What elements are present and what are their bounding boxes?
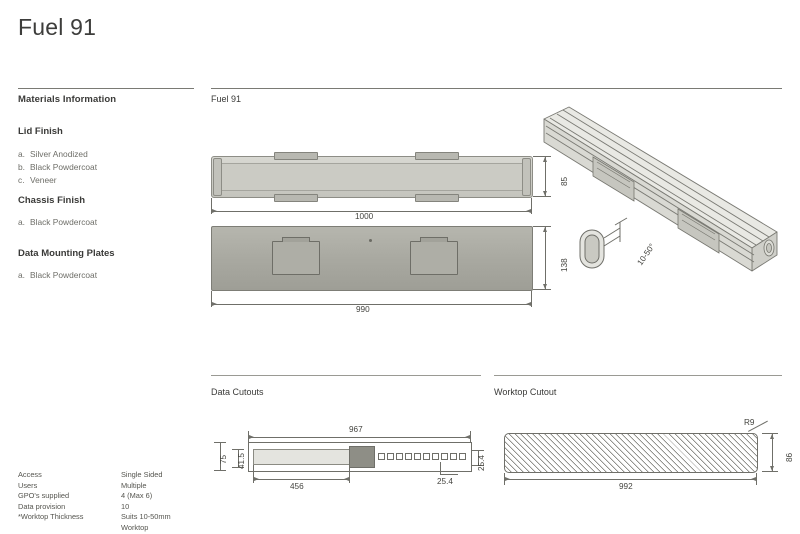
list-label: Black Powdercoat (30, 270, 98, 280)
dim-chassis-height: 138 (560, 258, 569, 272)
list-label: Silver Anodized (30, 149, 88, 159)
cutout-square (441, 453, 448, 460)
list-letter: a. (18, 149, 25, 159)
table-row (18, 502, 179, 513)
isometric-view (530, 105, 790, 275)
lid-endcap-left (213, 158, 222, 196)
dim-cutout-height-inner: 41.5 (237, 453, 246, 469)
spec-key: GPO's supplied (18, 491, 70, 500)
lid-finish-item-a (18, 149, 88, 159)
dim-ext-chassis-right (531, 291, 532, 307)
dim-ext-chassis-bottom (533, 289, 551, 290)
data-cutout-block (349, 446, 375, 468)
dim-line-chassis-length (211, 304, 531, 305)
divider-data-cutouts (211, 375, 481, 376)
spec-value: Suits 10-50mm Worktop (121, 512, 171, 532)
data-cutout-slot (253, 449, 351, 465)
cutout-square (459, 453, 466, 460)
cutout-square (414, 453, 421, 460)
data-mounting-plate-left (272, 241, 320, 275)
dim-cutout-height-outer: 75 (219, 454, 228, 464)
cutout-square (396, 453, 403, 460)
table-row (18, 481, 179, 492)
dim-ext-h75-bottom (214, 470, 226, 471)
dim-line-worktop-length (504, 479, 756, 480)
materials-information-heading: Materials Information (18, 94, 117, 105)
cutout-square (405, 453, 412, 460)
chassis-plan (211, 226, 533, 291)
divider-right-top (211, 88, 782, 89)
dim-cutout-square-size: 25.4 (477, 455, 486, 471)
dim-worktop-height: 86 (785, 452, 794, 462)
dim-ext-h75-top (214, 442, 226, 443)
data-mounting-plates-item-a (18, 270, 97, 280)
list-label: Black Powdercoat (30, 162, 98, 172)
plate-tab (282, 237, 310, 242)
lid-clip-top-left (274, 152, 318, 160)
table-row (18, 470, 179, 481)
list-letter: c. (18, 175, 25, 185)
chassis-finish-item-a (18, 217, 97, 227)
dim-leader-pitch (440, 474, 458, 475)
dim-ext-worktop-bottom (762, 471, 778, 472)
dim-cutout-square-pitch: 25.4 (437, 477, 453, 486)
data-cutouts-label: Data Cutouts (211, 387, 264, 397)
dim-arrow-left (344, 477, 349, 481)
lid-clip-bottom-right (415, 194, 459, 202)
lid-finish-item-b (18, 162, 97, 172)
dim-arrow-left (751, 477, 756, 481)
spec-value: 10 (121, 501, 130, 511)
dim-arrow-up (770, 434, 774, 439)
divider-left-top (18, 88, 194, 89)
dim-chassis-length: 990 (356, 305, 370, 314)
chassis-finish-heading: Chassis Finish (18, 195, 86, 206)
lid-finish-item-c (18, 175, 57, 185)
dim-ext-cutout-total-right (470, 431, 471, 443)
dim-arrow-right (505, 477, 510, 481)
data-mounting-plate-right (410, 241, 458, 275)
dim-ext-sq-top (472, 450, 484, 451)
spec-key: Data provision (18, 501, 66, 511)
bracket-section-detail (575, 216, 645, 278)
cutout-square (450, 453, 457, 460)
list-letter: b. (18, 162, 25, 172)
dim-worktop-radius: R9 (744, 418, 755, 427)
spec-value: Single Sided (121, 470, 163, 479)
chassis-center-hole (369, 239, 372, 242)
dim-cutout-total-length: 967 (349, 425, 363, 434)
dim-arrow-left (526, 302, 531, 306)
dim-leader-pitch-ext (440, 462, 441, 475)
spec-value: Multiple (121, 480, 147, 490)
dim-arrow-right (212, 209, 217, 213)
table-row (18, 512, 179, 533)
dim-ext-h415-top (232, 449, 244, 450)
dim-ext-cutout-left-b (349, 465, 350, 483)
cutout-square (423, 453, 430, 460)
worktop-cutout-shape (504, 433, 758, 473)
dim-arrow-down (543, 284, 547, 289)
dim-iso-angle: 10-50° (635, 241, 657, 268)
divider-worktop-cutout (494, 375, 782, 376)
dim-arrow-left (465, 435, 470, 439)
dim-cutout-left-length: 456 (290, 482, 304, 491)
cutout-square (387, 453, 394, 460)
plate-tab (420, 237, 448, 242)
dim-line-cutout-total (248, 437, 470, 438)
worktop-cutout-label: Worktop Cutout (494, 387, 557, 397)
lid-clip-top-right (415, 152, 459, 160)
list-label: Black Powdercoat (30, 217, 98, 227)
spec-key: Access (18, 470, 42, 479)
dim-ext-worktop-right (756, 473, 757, 485)
main-drawing-label: Fuel 91 (211, 94, 242, 104)
dim-arrow-down (770, 466, 774, 471)
lid-clip-bottom-left (274, 194, 318, 202)
dim-worktop-length: 992 (619, 482, 633, 491)
cutout-square (432, 453, 439, 460)
list-letter: a. (18, 270, 25, 280)
spec-table (18, 470, 179, 533)
lid-finish-heading: Lid Finish (18, 126, 63, 137)
list-label: Veneer (30, 175, 57, 185)
spec-key: *Worktop Thickness (18, 512, 84, 521)
spec-value: 4 (Max 6) (121, 491, 153, 500)
dim-arrow-right (249, 435, 254, 439)
dim-arrow-right (212, 302, 217, 306)
data-mounting-plates-heading: Data Mounting Plates (18, 248, 115, 259)
list-letter: a. (18, 217, 25, 227)
dim-lid-height: 85 (560, 176, 569, 186)
page-title: Fuel 91 (18, 14, 97, 40)
lid-inner-face (218, 163, 526, 191)
dim-line-cutout-left (253, 479, 349, 480)
table-row (18, 491, 179, 502)
dim-lid-length: 1000 (355, 212, 374, 221)
spec-key: Users (18, 480, 38, 490)
dim-arrow-right (254, 477, 259, 481)
cutout-square (378, 453, 385, 460)
